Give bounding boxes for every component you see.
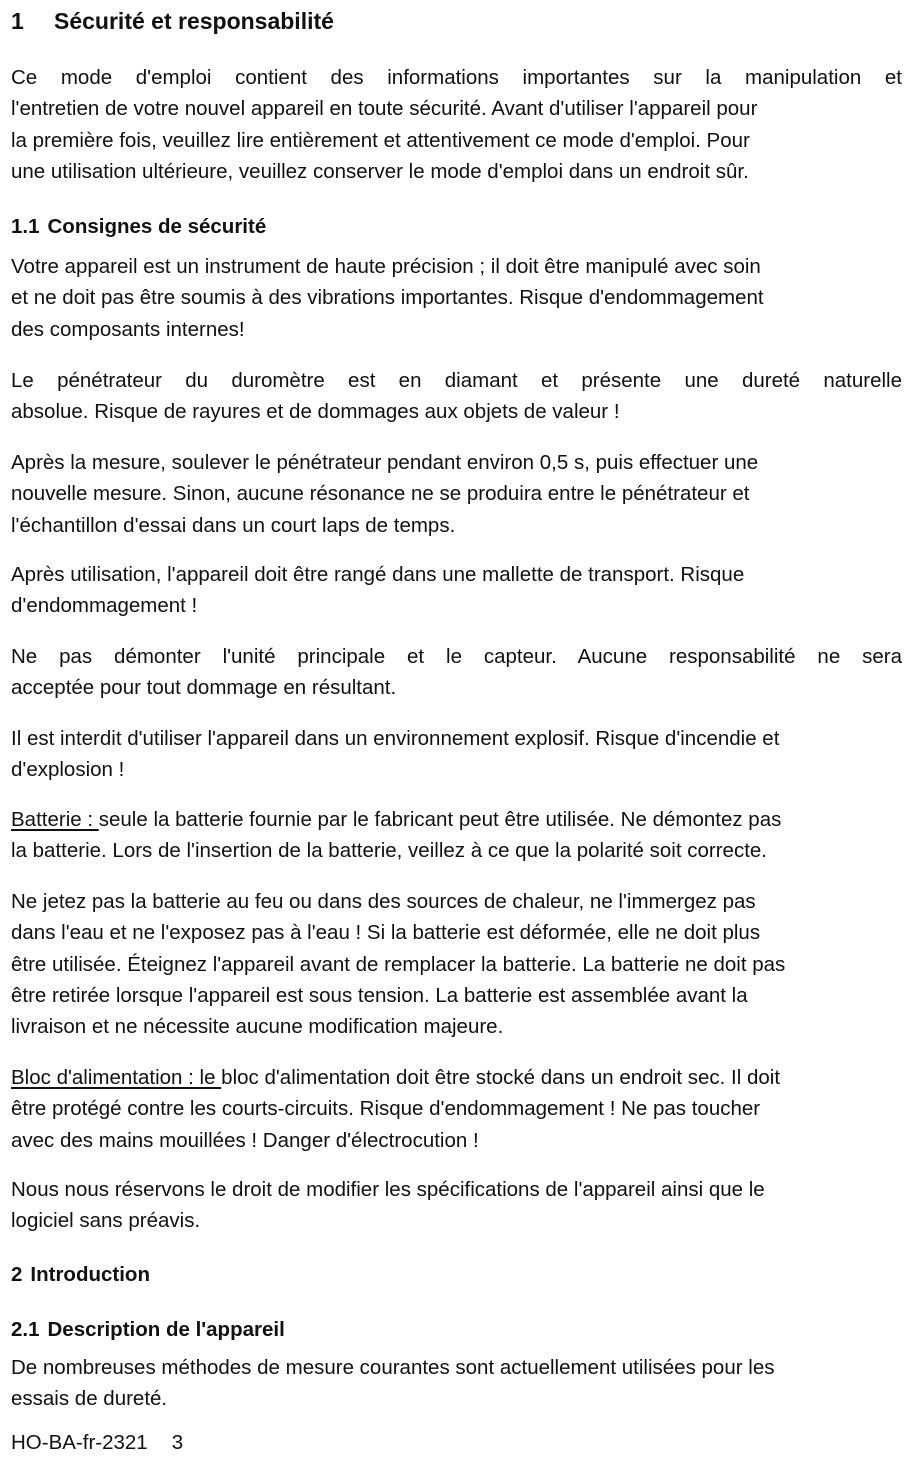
text-line: être utilisée. Éteignez l'appareil avant de remplacer la batterie. La batterie ne doit pas — [11, 952, 786, 976]
description-paragraph — [11, 1352, 902, 1415]
section-number: 2 — [11, 1263, 23, 1286]
safety-paragraph-explosive — [11, 723, 902, 786]
safety-paragraph-precision — [11, 251, 902, 345]
section-2-1-heading — [11, 1316, 285, 1344]
text-line: Après la mesure, soulever le pénétrateur pendant environ 0,5 s, puis effectuer une — [11, 451, 759, 474]
safety-paragraph-specifications — [11, 1174, 902, 1237]
text-line: Ce mode d'emploi contient des informations importantes sur la manipulation et — [11, 66, 902, 89]
section-1-heading — [11, 6, 334, 36]
text-line: acceptée pour tout dommage en résultant. — [11, 676, 397, 700]
text-line: d'endommagement ! — [11, 594, 198, 618]
section-title: Description de l'appareil — [47, 1318, 285, 1341]
text-line: absolue. Risque de rayures et de dommages aux objets de valeur ! — [11, 400, 620, 424]
text-line: Nous nous réservons le droit de modifier les spécifications de l'appareil ainsi que le — [11, 1178, 765, 1201]
safety-paragraph-storage — [11, 559, 902, 622]
page-footer — [11, 1429, 183, 1457]
text-line: la batterie. Lors de l'insertion de la batterie, veillez à ce que la polarité soit correcte. — [11, 839, 767, 863]
text-line: d'explosion ! — [11, 758, 125, 782]
text-line: l'échantillon d'essai dans un court laps de temps. — [11, 513, 456, 537]
text-line: essais de dureté. — [11, 1387, 168, 1411]
intro-paragraph — [11, 62, 902, 187]
safety-paragraph-battery-handling — [11, 886, 902, 1042]
text-line: être protégé contre les courts-circuits. Risque d'endommagement ! Ne pas toucher — [11, 1097, 761, 1121]
section-title: Consignes de sécurité — [47, 215, 267, 238]
safety-paragraph-disassembly — [11, 641, 902, 704]
power-supply-text: bloc d'alimentation doit être stocké dans un endroit sec. Il doit — [221, 1066, 781, 1089]
battery-label: Batterie : — [11, 808, 99, 831]
text-line — [11, 804, 902, 835]
text-line: De nombreuses méthodes de mesure courantes sont actuellement utilisées pour les — [11, 1356, 775, 1379]
text-line: Le pénétrateur du duromètre est en diamant et présente une dureté naturelle — [11, 369, 902, 392]
text-line: une utilisation ultérieure, veuillez conserver le mode d'emploi dans un endroit sûr. — [11, 159, 749, 183]
text-line: la première fois, veuillez lire entièrement et attentivement ce mode d'emploi. Pour — [11, 128, 750, 152]
text-line: Ne pas démonter l'unité principale et le capteur. Aucune responsabilité ne sera — [11, 645, 902, 668]
text-line: logiciel sans préavis. — [11, 1209, 201, 1233]
section-number: 2.1 — [11, 1318, 40, 1341]
page-number: 3 — [171, 1431, 184, 1454]
text-line: Ne jetez pas la batterie au feu ou dans des sources de chaleur, ne l'immergez pas — [11, 890, 756, 913]
text-line: l'entretien de votre nouvel appareil en toute sécurité. Avant d'utiliser l'appareil pour — [11, 97, 758, 121]
power-supply-label: Bloc d'alimentation : le — [11, 1066, 222, 1089]
text-line: avec des mains mouillées ! Danger d'électrocution ! — [11, 1128, 479, 1152]
safety-paragraph-power-supply — [11, 1062, 902, 1156]
text-line: Votre appareil est un instrument de haute précision ; il doit être manipulé avec soin — [11, 255, 761, 278]
text-line: être retirée lorsque l'appareil est sous tension. La batterie est assemblée avant la — [11, 983, 748, 1007]
text-line: des composants internes! — [11, 317, 245, 341]
section-2-heading — [11, 1261, 150, 1289]
text-line: Il est interdit d'utiliser l'appareil dans un environnement explosif. Risque d'incendie et — [11, 727, 780, 750]
section-number: 1.1 — [11, 215, 40, 238]
section-number: 1 — [11, 8, 24, 34]
document-code: HO-BA-fr-2321 — [11, 1431, 148, 1454]
section-1-1-heading — [11, 213, 266, 241]
safety-paragraph-diamond — [11, 365, 902, 428]
section-title: Introduction — [30, 1263, 150, 1286]
text-line: livraison et ne nécessite aucune modification majeure. — [11, 1015, 504, 1039]
safety-paragraph-battery — [11, 804, 902, 867]
safety-paragraph-measurement — [11, 447, 902, 541]
section-title: Sécurité et responsabilité — [54, 8, 334, 34]
text-line: Après utilisation, l'appareil doit être rangé dans une mallette de transport. Risque — [11, 563, 745, 586]
text-line: et ne doit pas être soumis à des vibrations importantes. Risque d'endommagement — [11, 286, 764, 310]
text-line — [11, 1062, 902, 1093]
text-line: dans l'eau et ne l'exposez pas à l'eau ! Si la batterie est déformée, elle ne doit plus — [11, 921, 761, 945]
battery-text: seule la batterie fournie par le fabricant peut être utilisée. Ne démontez pas — [98, 808, 782, 831]
text-line: nouvelle mesure. Sinon, aucune résonance ne se produira entre le pénétrateur et — [11, 482, 750, 506]
